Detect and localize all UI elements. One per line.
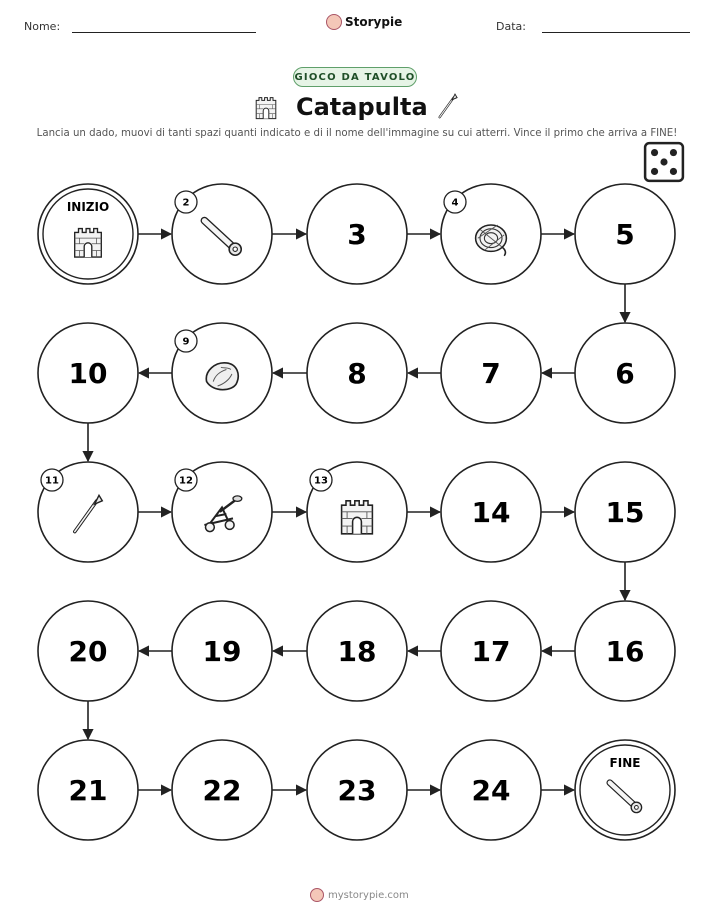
space-number: 19 — [202, 635, 242, 668]
space-number: 15 — [605, 496, 645, 529]
board-space-24 — [441, 740, 541, 840]
board-space-20 — [38, 601, 138, 701]
board-space-8 — [307, 323, 407, 423]
date-label: Data: — [496, 20, 526, 33]
board-space-1 — [38, 184, 138, 284]
space-number: 2 — [182, 197, 190, 209]
board-space-25 — [575, 740, 675, 840]
space-number: 17 — [471, 635, 511, 668]
start-label: INIZIO — [66, 200, 110, 214]
board-space-7 — [441, 323, 541, 423]
space-number: 14 — [471, 496, 511, 529]
board-space-17 — [441, 601, 541, 701]
board-space-14 — [441, 462, 541, 562]
board-space-10 — [38, 323, 138, 423]
space-circle — [575, 740, 675, 840]
name-label: Nome: — [24, 20, 61, 33]
board-space-22 — [172, 740, 272, 840]
footer — [310, 888, 409, 902]
space-number: 8 — [347, 357, 367, 390]
board-space-23 — [307, 740, 407, 840]
space-number: 24 — [471, 774, 511, 807]
space-number: 18 — [337, 635, 377, 668]
board-space-5 — [575, 184, 675, 284]
space-number: 12 — [179, 475, 193, 487]
castle-icon — [75, 229, 102, 258]
footer-url: mystorypie.com — [328, 889, 409, 901]
board-spaces — [38, 184, 675, 840]
space-number: 13 — [314, 475, 328, 487]
board-space-13 — [307, 462, 407, 562]
space-number: 11 — [45, 475, 59, 487]
board-space-6 — [575, 323, 675, 423]
board-space-12 — [172, 462, 272, 562]
board-space-15 — [575, 462, 675, 562]
storypie-logo-icon — [310, 888, 324, 902]
finish-label: FINE — [609, 756, 641, 770]
space-number: 4 — [451, 197, 459, 209]
space-number: 21 — [68, 774, 108, 807]
board-space-16 — [575, 601, 675, 701]
castle-icon — [342, 501, 373, 534]
spear-icon — [440, 94, 458, 117]
space-number: 10 — [68, 357, 108, 390]
space-number: 9 — [182, 336, 190, 348]
space-number: 6 — [615, 357, 635, 390]
dice-icon — [645, 143, 683, 181]
space-number: 3 — [347, 218, 367, 251]
board-space-4 — [441, 184, 541, 284]
instructions: Lancia un dado, muovi di tanti spazi quanti indicato e di il nome dell'immagine su cui atterri. Vince il primo che arriva a FINE! — [36, 128, 678, 139]
space-number: 23 — [337, 774, 377, 807]
space-number: 20 — [68, 635, 108, 668]
board-space-11 — [38, 462, 138, 562]
space-number: 22 — [202, 774, 242, 807]
space-number: 5 — [615, 218, 635, 251]
space-number: 16 — [605, 635, 645, 668]
board-space-18 — [307, 601, 407, 701]
board-space-2 — [172, 184, 272, 284]
game-type-badge: GIOCO DA TAVOLO — [293, 67, 417, 87]
board-space-3 — [307, 184, 407, 284]
castle-icon — [256, 98, 276, 119]
board-space-19 — [172, 601, 272, 701]
board-space-21 — [38, 740, 138, 840]
space-number: 7 — [481, 357, 501, 390]
board-space-9 — [172, 323, 272, 423]
brand-name: Storypie — [345, 15, 403, 29]
page-title: Catapulta — [296, 93, 428, 121]
